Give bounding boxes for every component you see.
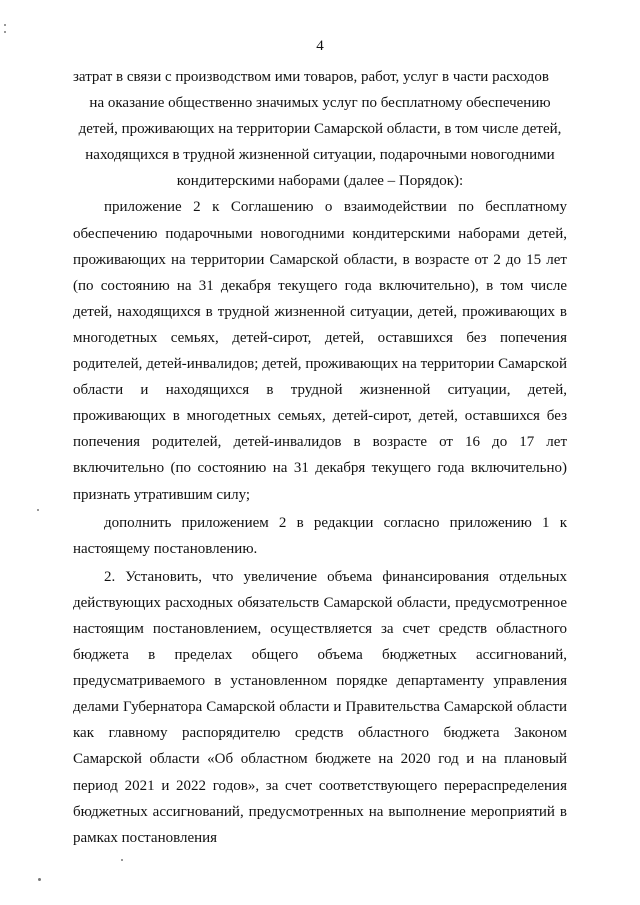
scan-speck bbox=[37, 509, 39, 511]
scan-speck bbox=[38, 878, 41, 881]
scan-speck bbox=[121, 859, 123, 861]
document-body bbox=[73, 64, 567, 851]
paragraph-continuation: на оказание общественно значимых услуг по бесплатному обеспечению детей, проживающих на территории Самарской области, в том числе детей, находящихся в трудной жизненной ситуации, подарочными новогодними кондитерскими наборами (далее – Порядок): bbox=[78, 95, 562, 190]
paragraph-appendix-2-addition: дополнить приложением 2 в редакции согласно приложению 1 к настоящему постановлению. bbox=[73, 514, 567, 557]
paragraph-clause-2: 2. Установить, что увеличение объема финансирования отдельных действующих расходных обязательств Самарской области, предусмотренное настоящим постановлением, осуществляется за счет средств областного бюджета в пределах общего объема бюджетных ассигнований, предусматриваемого в установленном порядке департаменту управления делами Губернатора Самарской области и Правительства Самарской области как главному распорядителю средств областного бюджета Законом Самарской области «Об областном бюджете на 2020 год и на плановый период 2021 и 2022 годов», за счет соответствующего перераспределения бюджетных ассигнований, предусмотренных на выполнение мероприятий в рамках постановления bbox=[73, 568, 567, 846]
paragraph-appendix-2-repeal: приложение 2 к Соглашению о взаимодействии по бесплатному обеспечению подарочными новогодними кондитерскими наборами детей, проживающих на территории Самарской области, в возрасте от 2 до 15 лет (по состоянию на 31 декабря текущего года включительно), в том числе детей, находящихся в трудной жизненной ситуации, детей, проживающих в многодетных семьях, детей-сирот, детей, оставшихся без попечения родителей, детей-инвалидов; детей, проживающих на территории Самарской области и находящихся в трудной жизненной ситуации, детей, проживающих в многодетных семьях, детей-сирот, детей, оставшихся без попечения родителей, детей-инвалидов в возрасте от 16 до 17 лет включительно (по состоянию на 31 декабря текущего года включительно) признать утратившим силу; bbox=[73, 199, 567, 503]
scan-speck bbox=[4, 24, 6, 26]
page-number: 4 bbox=[316, 38, 324, 54]
paragraph-continuation-line: затрат в связи с производством ими товаров, работ, услуг в части расходов bbox=[73, 69, 549, 85]
scan-speck bbox=[4, 31, 6, 33]
